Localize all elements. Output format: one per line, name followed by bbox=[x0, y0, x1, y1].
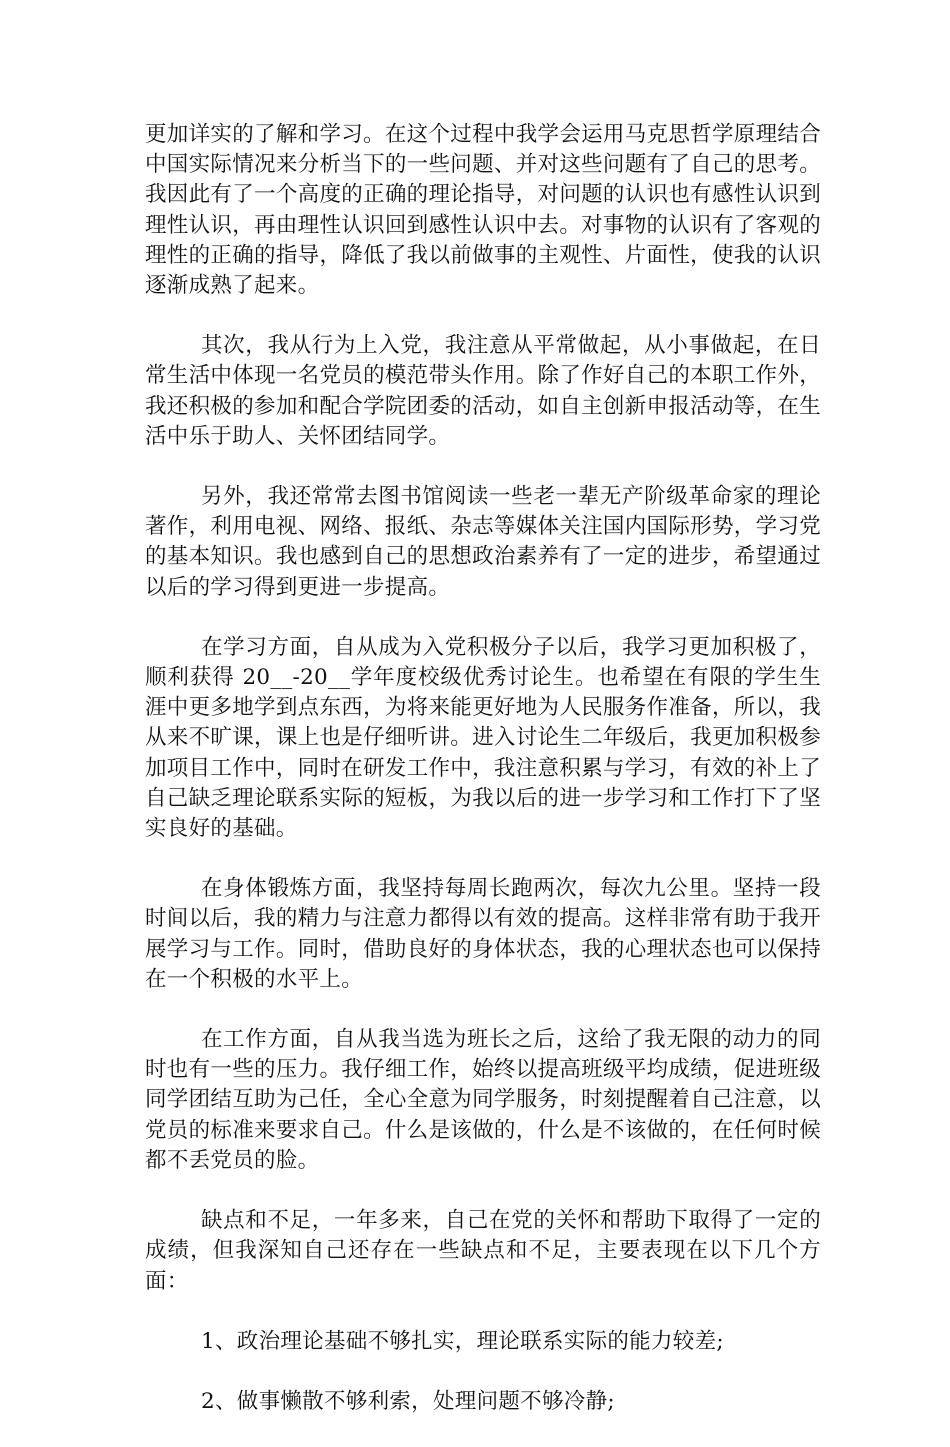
paragraph-5: 在身体锻炼方面，我坚持每周长跑两次，每次九公里。坚持一段时间以后，我的精力与注意力都得以有效的提高。这样非常有助于我开展学习与工作。同时，借助良好的身体状态，我的心理状态也可以保持在一个积极的水平上。 bbox=[145, 876, 821, 992]
paragraph-4: 在学习方面，自从成为入党积极分子以后，我学习更加积极了，顺利获得 20__-20__学年度校级优秀讨论生。也希望在有限的学生生涯中更多地学到点东西，为将来能更好地为人民服务作准备，所以，我从来不旷课，课上也是仔细听讲。进入讨论生二年级后，我更加积极参加项目工作中，同时在研发工作中，我注意积累与学习，有效的补上了自己缺乏理论联系实际的短板，为我以后的进一步学习和工作打下了坚实良好的基础。 bbox=[145, 634, 821, 842]
list-item-1: 1、政治理论基础不够扎实，理论联系实际的能力较差; bbox=[201, 1328, 724, 1354]
document-page bbox=[145, 120, 821, 1447]
paragraph-6: 在工作方面，自从我当选为班长之后，这给了我无限的动力的同时也有一些的压力。我仔细工作，始终以提高班级平均成绩，促进班级同学团结互助为己任，全心全意为同学服务，时刻提醒着自己注意，以党员的标准来要求自己。什么是该做的，什么是不该做的，在任何时候都不丢党员的脸。 bbox=[145, 1027, 821, 1173]
paragraph-7: 缺点和不足，一年多来，自己在党的关怀和帮助下取得了一定的成绩，但我深知自己还存在一些缺点和不足，主要表现在以下几个方面： bbox=[145, 1208, 821, 1294]
paragraph-2: 其次，我从行为上入党，我注意从平常做起，从小事做起，在日常生活中体现一名党员的模范带头作用。除了作好自己的本职工作外，我还积极的参加和配合学院团委的活动，如自主创新申报活动等，在生活中乐于助人、关怀团结同学。 bbox=[145, 333, 821, 449]
paragraph-1: 更加详实的了解和学习。在这个过程中我学会运用马克思哲学原理结合中国实际情况来分析当下的一些问题、并对这些问题有了自己的思考。我因此有了一个高度的正确的理论指导，对问题的认识也有感性认识到理性认识，再由理性认识回到感性认识中去。对事物的认识有了客观的理性的正确的指导，降低了我以前做事的主观性、片面性，使我的认识逐渐成熟了起来。 bbox=[145, 122, 821, 299]
paragraph-3: 另外，我还常常去图书馆阅读一些老一辈无产阶级革命家的理论著作，利用电视、网络、报纸、杂志等媒体关注国内国际形势，学习党的基本知识。我也感到自己的思想政治素养有了一定的进步，希望通过以后的学习得到更进一步提高。 bbox=[145, 484, 821, 600]
list-item-2: 2、做事懒散不够利索，处理问题不够冷静; bbox=[201, 1388, 615, 1414]
